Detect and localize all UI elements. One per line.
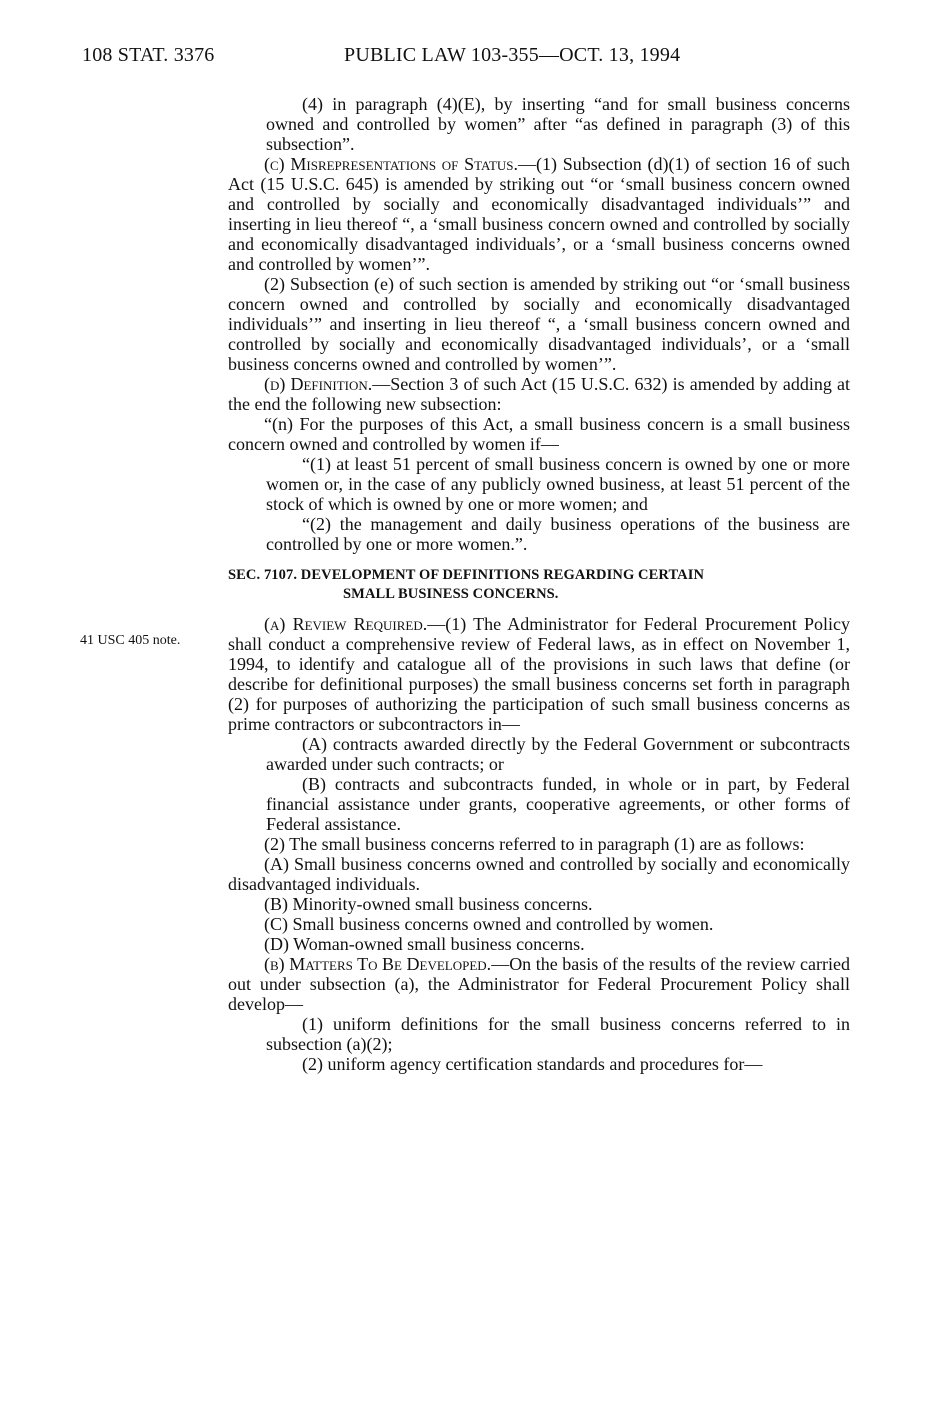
paragraph bbox=[228, 914, 850, 934]
paragraph bbox=[228, 274, 850, 374]
paragraph-text: “(n) For the purposes of this Act, a small business concern is a small business concern owned and controlled by women if— bbox=[228, 414, 850, 454]
paragraph bbox=[228, 734, 850, 774]
section-heading-line1: SEC. 7107. DEVELOPMENT OF DEFINITIONS REGARDING CERTAIN bbox=[228, 567, 705, 583]
paragraph bbox=[228, 894, 850, 914]
paragraph bbox=[228, 154, 850, 274]
paragraph bbox=[228, 374, 850, 414]
paragraph-heading: (a) Review Required. bbox=[264, 614, 428, 634]
paragraph-text: —(1) Subsection (d)(1) of section 16 of such Act (15 U.S.C. 645) is amended by striking out “or ‘small business concern owned and controlled by socially and economically disadvantaged individuals’” and inserting in lieu thereof “, a ‘small business concern owned and controlled by socially and economically disadvantaged individuals’, or a ‘small business concerns owned and controlled by women’”. bbox=[228, 154, 850, 274]
margin-note: 41 USC 405 note. bbox=[80, 633, 181, 648]
paragraph bbox=[228, 514, 850, 554]
section-heading bbox=[228, 566, 850, 604]
paragraph bbox=[228, 834, 850, 854]
paragraph bbox=[228, 1054, 850, 1074]
paragraph bbox=[228, 454, 850, 514]
stat-page-number: 108 STAT. 3376 bbox=[82, 44, 215, 66]
paragraph-text: —On the basis of the results of the review carried out under subsection (a), the Administrator for Federal Procurement Policy shall develop— bbox=[228, 954, 850, 1014]
paragraph-heading: (b) Matters To Be Developed. bbox=[264, 954, 492, 974]
paragraph-heading: (d) Definition. bbox=[264, 374, 373, 394]
paragraph-text: (2) The small business concerns referred to in paragraph (1) are as follows: bbox=[264, 834, 805, 854]
paragraph bbox=[228, 1014, 850, 1054]
paragraph bbox=[228, 934, 850, 954]
paragraph-text: (D) Woman-owned small business concerns. bbox=[264, 934, 585, 954]
paragraph-text: “(1) at least 51 percent of small business concern is owned by one or more women or, in the case of any publicly owned business, at least 51 percent of the stock of which is owned by one or more women; and bbox=[266, 454, 850, 514]
paragraph bbox=[228, 774, 850, 834]
paragraph bbox=[228, 94, 850, 154]
paragraphs-before bbox=[228, 94, 850, 554]
paragraph-text: (C) Small business concerns owned and controlled by women. bbox=[264, 914, 714, 934]
paragraph-heading: (c) Misrepresentations of Status. bbox=[264, 154, 519, 174]
paragraph-text: (A) contracts awarded directly by the Federal Government or subcontracts awarded under such contracts; or bbox=[266, 734, 850, 774]
paragraph-text: (A) Small business concerns owned and controlled by socially and economically disadvantaged individuals. bbox=[228, 854, 850, 894]
document-body bbox=[228, 94, 850, 1074]
paragraph-text: (1) uniform definitions for the small business concerns referred to in subsection (a)(2); bbox=[266, 1014, 850, 1054]
public-law-citation: PUBLIC LAW 103-355—OCT. 13, 1994 bbox=[344, 44, 681, 66]
paragraph-text: “(2) the management and daily business operations of the business are controlled by one or more women.”. bbox=[266, 514, 850, 554]
paragraph-text: (B) Minority-owned small business concerns. bbox=[264, 894, 593, 914]
section-heading-line2: SMALL BUSINESS CONCERNS. bbox=[343, 586, 559, 602]
paragraphs-after bbox=[228, 614, 850, 1074]
paragraph bbox=[228, 954, 850, 1014]
paragraph bbox=[228, 414, 850, 454]
paragraph-text: (2) uniform agency certification standards and procedures for— bbox=[302, 1054, 763, 1074]
paragraph-text: —(1) The Administrator for Federal Procurement Policy shall conduct a comprehensive review of Federal laws, as in effect on November 1, 1994, to identify and catalogue all of the provisions in such laws that define (or describe for definitional purposes) the small business concerns set forth in paragraph (2) for purposes of authorizing the participation of such small business concerns as prime contractors or subcontractors in— bbox=[228, 614, 850, 734]
paragraph bbox=[228, 614, 850, 734]
paragraph-text: —Section 3 of such Act (15 U.S.C. 632) is amended by adding at the end the following new subsection: bbox=[228, 374, 850, 414]
paragraph-text: (2) Subsection (e) of such section is amended by striking out “or ‘small business concern owned and controlled by socially and economically disadvantaged individuals’” and inserting in lieu thereof “, a ‘small business concern owned and controlled by socially and economically disadvantaged individuals’, or a ‘small business concerns owned and controlled by women’”. bbox=[228, 274, 850, 374]
paragraph-text: (B) contracts and subcontracts funded, in whole or in part, by Federal financial assistance under grants, cooperative agreements, or other forms of Federal assistance. bbox=[266, 774, 850, 834]
paragraph-text: (4) in paragraph (4)(E), by inserting “and for small business concerns owned and controlled by women” after “as defined in paragraph (3) of this subsection”. bbox=[266, 94, 850, 154]
paragraph bbox=[228, 854, 850, 894]
